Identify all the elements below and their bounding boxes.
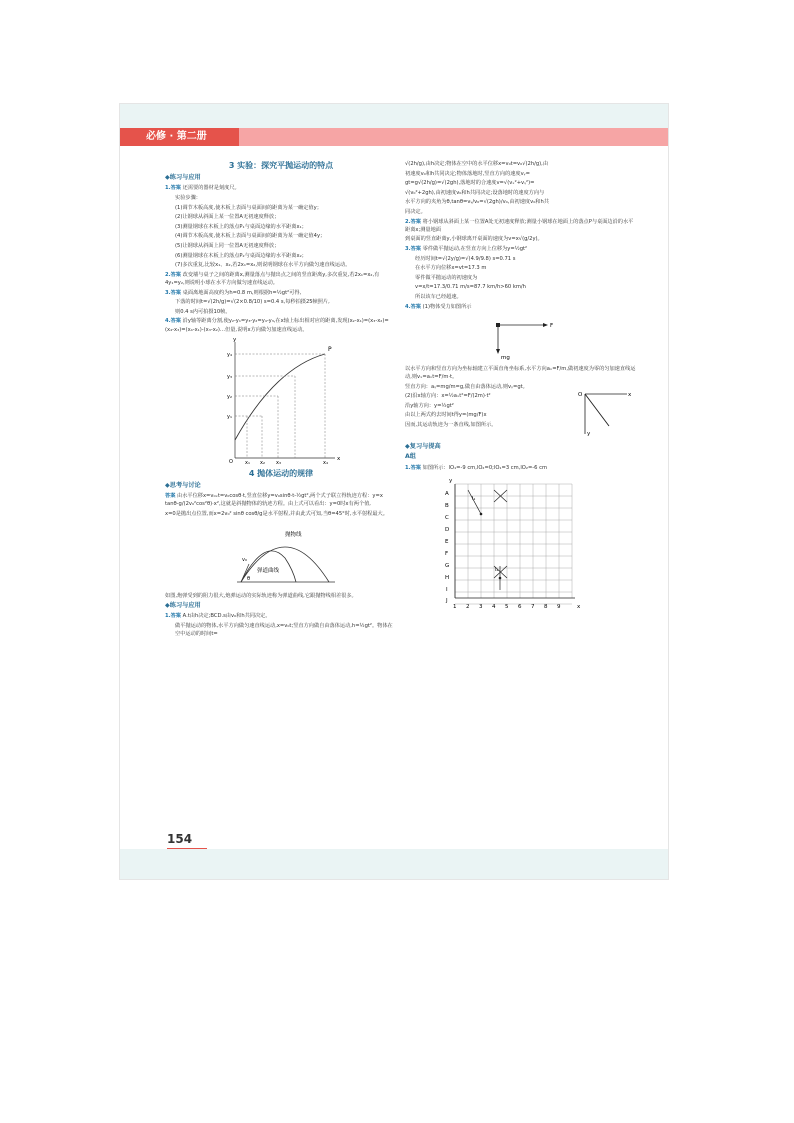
col-label: 9 — [557, 603, 561, 610]
answer-label: 4.答案 — [165, 318, 181, 325]
force-f-arrowhead — [543, 323, 548, 327]
answer-label: 3.答案 — [165, 289, 181, 296]
col-label: 4 — [492, 603, 496, 610]
r-answer-2-line: 到桌面的竖直距离y,小钢球离开桌面的速度为v=x√(g/2y)。 — [405, 236, 543, 243]
traj-origin: O — [578, 392, 583, 399]
grid-marks — [468, 490, 507, 590]
col-label: 6 — [518, 603, 522, 610]
col-label: 2 — [466, 603, 470, 610]
answer-label: 4.答案 — [405, 303, 421, 310]
continued-line: gt=g√(2h/g)=√(2gh),落地时的合速度v=√(vₓ²+vᵧ²)= — [405, 180, 535, 187]
theta-label: θ — [247, 576, 251, 583]
practice2-line: 做平抛运动的物体,水平方向做匀速直线运动,x=v₀t;竖直方向做自由落体运动,h=½gt²。物体在空中运动的时间t= — [175, 622, 393, 637]
r-answer-3-line: 零件做平抛运动的初速度为 — [415, 274, 478, 281]
col-labels — [453, 604, 561, 610]
r-answer-2-line: 将小钢球从斜面上某一位置A处无初速度释放;测量小钢球在地面上的落点P与桌面边沿的水平距离x;测量地面 — [405, 218, 634, 233]
r-answer-3-line: v=x/t=17.3/0.71 m/s=87.7 km/h>60 km/h — [415, 284, 526, 291]
grid-y-label: y — [449, 477, 453, 484]
col-label: 7 — [531, 603, 535, 610]
grid-diagram — [405, 474, 637, 616]
row-label: I — [446, 586, 448, 593]
tick-label: y₁ — [227, 413, 232, 420]
row-label: H — [445, 574, 450, 581]
answer-1-line: (6)测量钢球在木板上的落点P₂与桌面边缘的水平距离x₂； — [175, 252, 307, 259]
force-mg-label: mg — [501, 354, 510, 361]
grid-point — [480, 512, 483, 515]
continued-line: 同决定。 — [405, 208, 426, 215]
col-label: 8 — [544, 603, 548, 610]
col-label: 1 — [453, 603, 457, 610]
figure-caption: 如图,炮弹受到的阻力很大,炮弹运动的实际轨迹称为弹道曲线,它跟抛物线相差很多。 — [165, 593, 357, 600]
parabola-curve — [241, 547, 329, 582]
r-answer-4-line: 竖直方向：aᵧ=mg/m=g,做自由落体运动,则vᵧ=gt。 — [405, 383, 528, 390]
answer-label: 1.答案 — [165, 612, 181, 619]
answer-3-line: 则0.4 s内可拍摄10帧。 — [175, 308, 231, 315]
answer-1-line: 还需要的器材是刻度尺。 — [182, 185, 240, 192]
discuss-line: 由水平位移x=v₀ₓt=v₀cosθ·t,竖直位移y=v₀sinθ·t-½gt²,两个式子联立得轨迹方程：y=x tanθ-g/(2v₀²cos²θ)·x²,这就是斜抛物体的轨迹方程。由上式可以看出：y=0时x有两个值, — [165, 493, 383, 508]
answer-label: 1.答案 — [405, 464, 421, 471]
answer-2 — [165, 271, 397, 287]
continued-line: 初速度v₀和h共同决定;物体落地时,竖直方向的速度vᵧ= — [405, 170, 530, 177]
practice2-heading: ◆练习与应用 — [165, 601, 201, 609]
page-number: 154 — [167, 832, 193, 846]
row-label: J — [446, 597, 448, 604]
v0-label: v₀ — [242, 557, 247, 564]
trajectory-block — [405, 392, 637, 437]
axis-label: x — [337, 455, 341, 462]
answer-3-line: 下落的时间t=√(2h/g)=√(2×0.8/10) s=0.4 s,每秒拍摄25帧照片, — [175, 299, 330, 306]
answer-label: 1.答案 — [165, 185, 181, 192]
row-labels — [445, 491, 449, 604]
r-answer-3-line: 零件做平抛运动,在竖直方向上位移为y=½gt² — [422, 245, 528, 252]
row-label: B — [445, 502, 449, 509]
answer-1-line: (2)让钢球从斜面上某一位置A无初速度释放； — [175, 214, 280, 221]
col-label: 3 — [479, 603, 483, 610]
r-answer-3-line: 经历时间t=√(2y/g)=√(4.9/9.8) s=0.71 s — [415, 255, 516, 262]
grid-lines — [455, 484, 572, 604]
trajectory-curve — [235, 354, 325, 440]
answer-4-text: 沿y轴等距离分割,使y₂-y₁=y₃-y₂=y₄-y₃,在x轴上标出相对应的距离,发现(x₂-x₁)=(x₃-x₂)=(x₄-x₃)=(x₄-x₁)-(x₃-x₂)…但量,说明x方向做匀加速直线运动。 — [165, 318, 389, 333]
row-label: F — [445, 550, 449, 557]
xy-division-graph — [165, 336, 397, 464]
section3-title: 3 实验：探究平抛运动的特点 — [228, 161, 334, 170]
r-answer-3-line: 所以该车已经超速。 — [415, 293, 462, 300]
r-answer-4-line: 以水平方向和竖直方向为坐标轴建立平面直角坐标系,水平方向aₓ=F/m,做初速度为零的匀加速直线运动,则vₓ=aₓt=F/m·t。 — [405, 365, 636, 380]
answer-1-line: (1)调节木板高度,使木板上表面与桌面间的距离为某一确定值y； — [175, 204, 322, 211]
top-band — [120, 104, 669, 128]
review-heading: ◆复习与提高 — [405, 443, 441, 451]
answer-label: 答案 — [165, 493, 176, 500]
answer-1-line: (3)测量钢球在木板上的落点P₁与桌面边缘的水平距离x₁； — [175, 223, 307, 230]
answer-1-line: (5)让钢球从斜面上同一位置A无初速度释放； — [175, 242, 280, 249]
row-label: A — [445, 490, 449, 497]
l1-line — [468, 490, 481, 514]
discuss-answer — [165, 492, 397, 508]
discuss-heading: ◆思考与讨论 — [165, 481, 201, 489]
answer-1-line: 实验步骤： — [175, 195, 201, 201]
answer-label: 3.答案 — [405, 245, 421, 252]
section4-title: 4 抛体运动的规律 — [248, 468, 314, 478]
answer-4 — [165, 317, 397, 333]
tick-label: y₂ — [227, 393, 232, 400]
answer-3 — [165, 289, 397, 297]
col-label: 5 — [505, 603, 509, 610]
l2-label: l₂ — [495, 566, 499, 573]
r-answer-4-line: 因而,其运动轨迹为一条直线,如图所示。 — [405, 421, 497, 428]
force-mg-arrowhead — [496, 349, 500, 354]
r-answer-4-text: (1)物体受力如图所示 — [422, 303, 472, 310]
answer-label: 2.答案 — [165, 271, 181, 278]
r-answer-4-line: (2)沿x轴方向：x=½aₓt²=F/(2m)·t² — [405, 393, 491, 400]
practice2-line: A.t由h决定;BCD.s由v₀和h共同决定。 — [182, 612, 271, 619]
traj-x-label: x — [628, 392, 632, 399]
tick-label: x₂ — [260, 459, 265, 464]
object-box — [496, 323, 500, 327]
r-answer-2 — [405, 218, 637, 234]
answer-1-line: (4)调节木板高度,使木板上表面与桌面间的距离为某一确定值4y； — [175, 233, 326, 240]
group-a-heading: A组 — [405, 453, 416, 461]
tick-label: y₄ — [227, 351, 232, 358]
review-answer — [405, 464, 637, 472]
textbook-page — [119, 103, 669, 880]
answer-1-line: (7)多次重复,比较x₁、x₂,若2x₁=x₂,则说明钢球在水平方向做匀速直线运动。 — [175, 262, 351, 269]
r-answer-3 — [405, 245, 637, 253]
continued-line: √(v₀²+2gh),由初速度v₀和h共同决定;设落地时的速度方向与 — [405, 189, 545, 196]
practice-heading: ◆练习与应用 — [165, 174, 201, 182]
tick-label: x₁ — [245, 459, 250, 464]
tick-label: y₃ — [227, 373, 232, 380]
point-label: P — [328, 345, 332, 353]
review-answer-text: 如图所示：lO₁=-9 cm,lO₂=0;lO₁=3 cm,lO₂=-6 cm — [422, 464, 548, 471]
force-f-label: F — [550, 322, 554, 329]
row-label: C — [445, 514, 449, 521]
trajectory-comparison-figure — [165, 520, 397, 590]
grid-point — [499, 576, 502, 579]
tick-label: O — [229, 458, 233, 464]
answer-1-first — [165, 184, 397, 192]
bottom-band — [120, 849, 669, 880]
continued-line: √(2h/g),由h决定;物体在空中的水平位移x=v₀t=v₀√(2h/g),由 — [405, 161, 549, 167]
traj-y-label: y — [587, 431, 591, 437]
axis-label: y — [233, 336, 237, 343]
tick-label: x₃ — [276, 459, 281, 464]
discuss-line: x=0是抛出点位置,而x=2v₀² sinθ cosθ/g是水平射程,并由此式可知,当θ=45°时,水平射程最大。 — [165, 510, 388, 517]
r-answer-4 — [405, 303, 637, 311]
force-diagram — [405, 313, 637, 363]
traj-line — [585, 394, 609, 426]
row-label: G — [445, 562, 450, 569]
answer-label: 2.答案 — [405, 218, 421, 225]
r-answer-4-line: 沿y轴方向：y=½gt² — [405, 402, 454, 409]
left-column — [165, 160, 397, 639]
r-answer-4-line: 由以上两式约去时间t得y=(mg/F)x — [405, 412, 487, 419]
practice2-answer — [165, 612, 397, 620]
row-label: D — [445, 526, 450, 533]
continued-line: 水平方向的夹角为θ,tanθ=vᵧ/v₀=√(2gh)/v₀,由初速度v₀和h共 — [405, 199, 549, 206]
answer-2-text: 改变墙与桌子之间的距离x,测量落点与抛出点之间的竖直距离y,多次重复,若2x₁=x₂,有4y₁=y₂,则说明小球在水平方向做匀速直线运动。 — [165, 271, 380, 286]
tick-label: x₄ — [323, 459, 328, 464]
r-answer-3-line: 在水平方向位移x=vt=17.3 m — [415, 265, 487, 272]
straight-trajectory-figure — [573, 386, 633, 436]
row-label: E — [445, 538, 449, 545]
grid-x-label: x — [577, 603, 581, 610]
guide-lines — [235, 354, 325, 458]
right-column — [405, 160, 637, 618]
answer-3-line: 桌面离地面高度约为h=0.8 m,则根据h=½gt²可得, — [182, 289, 302, 296]
ballistic-label: 弹道曲线 — [257, 568, 280, 575]
l1-label: l₁ — [472, 495, 476, 502]
header-tab: 必修 · 第二册 — [120, 128, 239, 146]
parabola-label: 抛物线 — [285, 532, 302, 539]
